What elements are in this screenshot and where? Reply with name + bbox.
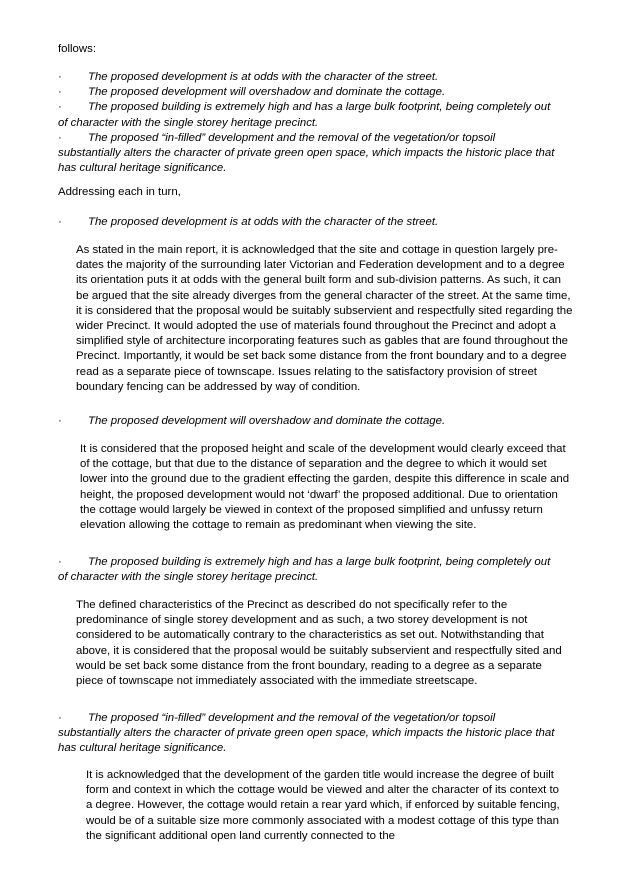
bullet-icon: · [58,712,62,724]
bullet-icon: · [58,86,62,99]
concern-item-3 [58,100,558,130]
section-heading-text: The proposed development is at odds with the character of the street. [88,216,439,228]
bullet-icon: · [58,131,62,144]
concern-text: The proposed development will overshadow and dominate the cottage. [88,86,446,99]
section-body-2: It is considered that the proposed height and scale of the development would clearly exceed that of the cottage, but that due to the distance of separation and the degree to which it would set lower into the ground due to the gradient effecting the garden, despite this difference in scale and height, the proposed development would not ‘dwarf’ the proposed additional. Due to orientation the cottage would largely be viewed in context of the proposed simplified and unfussy return elevation allowing the cottage to remain as predominant when viewing the site. [80,443,570,532]
concern-text: The proposed development is at odds with the character of the street. [88,71,439,83]
concern-item-2 [58,85,558,100]
concern-text: The proposed “in-filled” development and the removal of the vegetation/or topsoil substantially alters the character of private green open space, which impacts the historic place that has cultural heritage significance. [58,131,555,175]
addressing-text: Addressing each in turn, [58,186,181,198]
concern-text: The proposed building is extremely high and has a large bulk footprint, being completely out of character with the single storey heritage precinct. [58,101,551,129]
intro-text: follows: [58,43,96,55]
section-heading-2 [58,414,558,429]
section-body-3: The defined characteristics of the Precinct as described do not specifically refer to the predominance of single storey development and as such, a two storey development is not considered to be automatically contrary to the characteristics as set out. Notwithstanding that above, it is considered that the proposal would be suitably subservient and respectfully sited and would be set back some distance from the front boundary, reading to a degree as a separate piece of townscape not immediately associated with the immediate streetscape. [76,599,562,688]
bullet-icon: · [58,71,62,83]
bullet-icon: · [58,101,62,114]
section-heading-text: The proposed “in-filled” development and the removal of the vegetation/or topsoil substantially alters the character of private green open space, which impacts the historic place that has cultural heritage significance. [58,712,555,755]
concerns-list [58,70,558,176]
bullet-icon: · [58,556,62,568]
bullet-icon: · [58,216,62,228]
section-heading-4 [58,711,558,757]
section-body-4: It is acknowledged that the development of the garden title would increase the degree of built form and context in which the cottage would be viewed and alter the character of its context to a degree. However, the cottage would retain a rear yard which, if enforced by suitable fencing, would be of a suitable size more commonly associated with a modest cottage of this type than the significant additional open land currently connected to the [86,769,560,842]
section-heading-1 [58,215,558,230]
section-heading-3 [58,555,558,585]
bullet-icon: · [58,415,62,427]
section-heading-text: The proposed development will overshadow and dominate the cottage. [88,415,446,427]
section-body-1: As stated in the main report, it is acknowledged that the site and cottage in question largely pre-dates the majority of the surrounding later Victorian and Federation development and to a degree its orientation puts it at odds with the general built form and sub-division patterns. As such, it can be argued that the site already diverges from the general character of the street. At the same time, it is considered that the proposal would be suitably subservient and respectfully sited regarding the wider Precinct. It would adopted the use of materials found throughout the Precinct and adopt a simplified style of architecture incorporating features such as gables that are found throughout the Precinct. Importantly, it would be set back some distance from the front boundary and to a degree read as a separate piece of townscape. Issues relating to the satisfactory provision of street boundary fencing can be addressed by way of condition. [76,244,573,393]
concern-item-4 [58,131,558,177]
concern-item-1 [58,70,558,85]
section-heading-text: The proposed building is extremely high and has a large bulk footprint, being completely out of character with the single storey heritage precinct. [58,556,551,584]
